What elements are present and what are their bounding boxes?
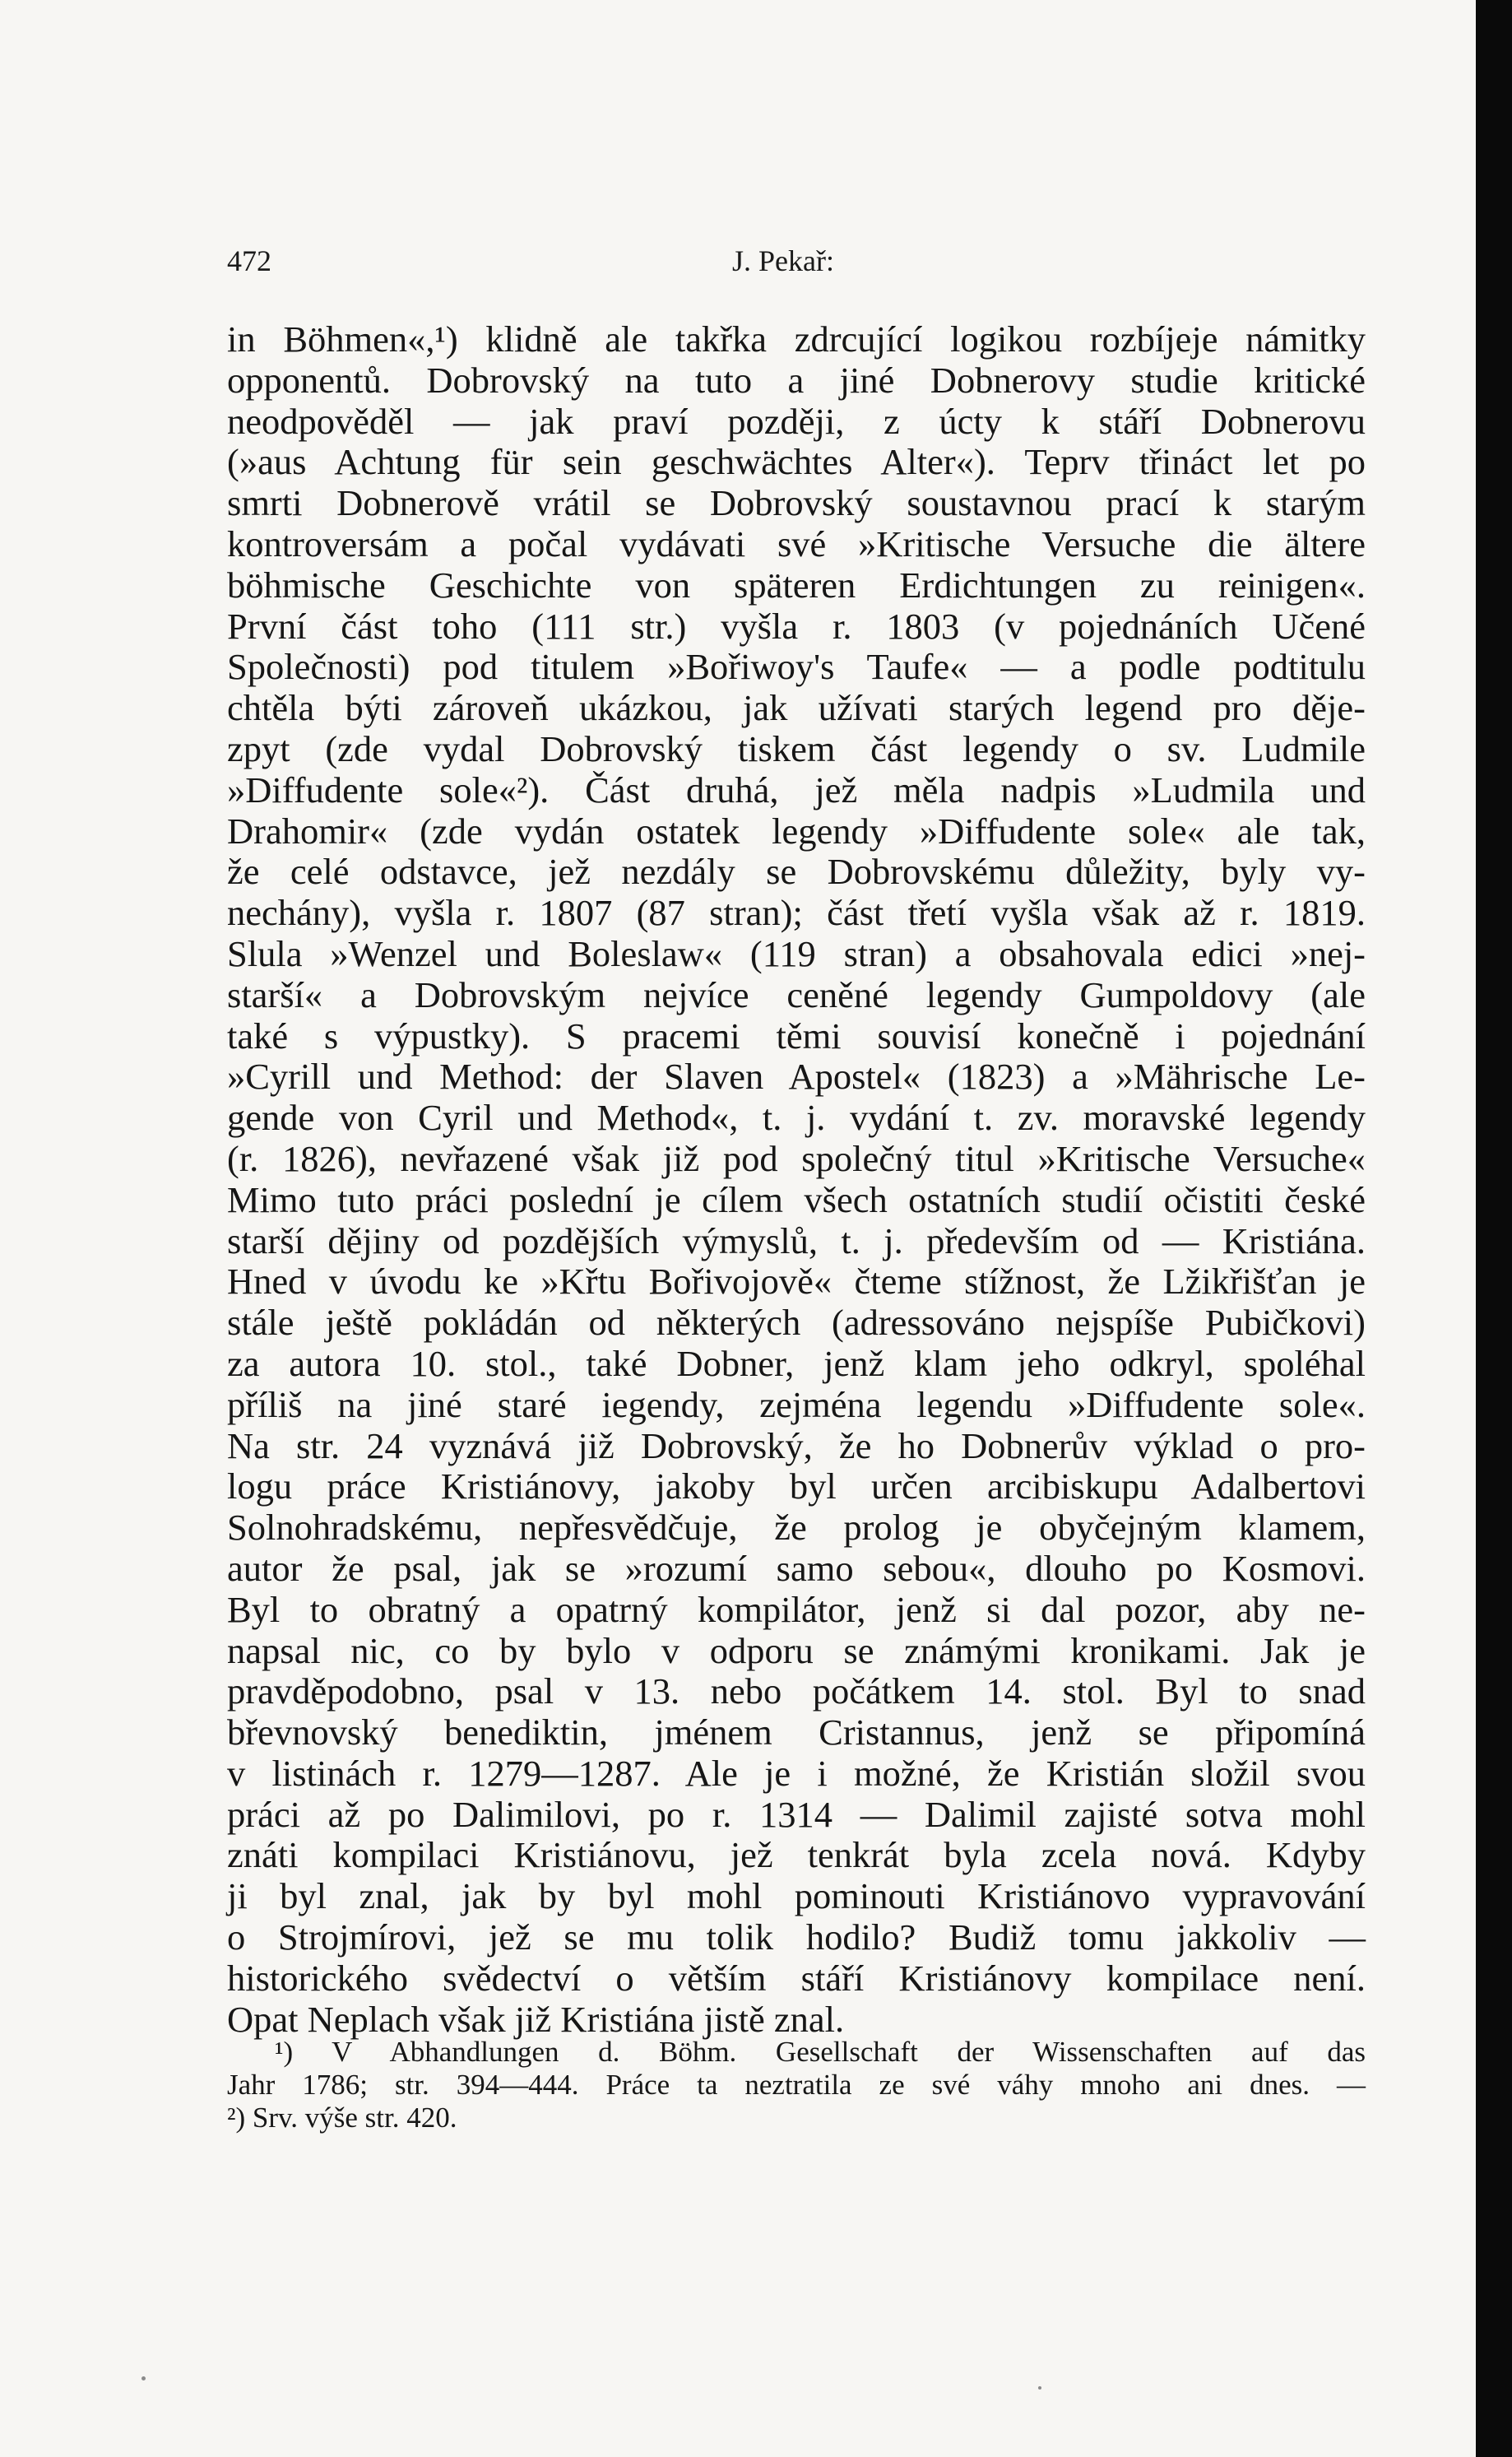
body-line: o Strojmírovi, jež se mu tolik hodilo? Budiž tomu jakkoliv — [227,1916,1366,1958]
running-head: J. Pekař: [732,244,834,277]
body-line: starší dějiny od pozdějších výmyslů, t. j. především od — Kristiána. [227,1219,1366,1261]
body-line: břevnovský benediktin, jménem Cristannus, jenž se připomíná [227,1712,1366,1753]
page-number: 472 [227,244,271,277]
body-line: za autora 10. stol., také Dobner, jenž klam jeho odkryl, spoléhal [227,1342,1366,1384]
body-line: napsal nic, co by bylo v odporu se známými kronikami. Jak je [227,1629,1366,1671]
body-line: (r. 1826), nevřazené však již pod společný titul »Kritische Versuche« [227,1137,1366,1179]
body-line: opponentů. Dobrovský na tuto a jiné Dobnerovy studie kritické [227,359,1366,401]
paper-speck [141,2376,146,2380]
footnote-line: Jahr 1786; str. 394—444. Práce ta neztratila ze své váhy mnoho ani dnes. — [227,2069,1366,2101]
body-line: zpyt (zde vydal Dobrovský tiskem část legendy o sv. Ludmile [227,727,1366,769]
body-line: kontroversám a počal vydávati své »Kritische Versuche die ältere [227,523,1366,564]
body-line: gende von Cyril und Method«, t. j. vydání t. zv. moravské legendy [227,1097,1366,1139]
body-line: autor že psal, jak se »rozumí samo sebou«, dlouho po Kosmovi. [227,1547,1366,1589]
body-line: v listinách r. 1279—1287. Ale je i možné, že Kristián složil svou [227,1752,1366,1794]
body-line: smrti Dobnerově vrátil se Dobrovský soustavnou prací k starým [227,482,1366,524]
footnote-line: ²) Srv. výše str. 420. [227,2102,457,2134]
body-line: Drahomir« (zde vydán ostatek legendy »Diffudente sole« ale tak, [227,810,1366,852]
body-line: böhmische Geschichte von späteren Erdichtungen zu reinigen«. [227,564,1366,606]
body-line: neodpověděl — jak praví později, z úcty k stáří Dobnerovu [227,400,1366,442]
footnote-line: ¹) V Abhandlungen d. Böhm. Gesellschaft der Wissenschaften auf das [275,2036,1366,2068]
body-line: pravděpodobno, psal v 13. nebo počátkem 14. stol. Byl to snad [227,1670,1366,1712]
body-line: Hned v úvodu ke »Křtu Bořivojově« čteme stížnost, že Lžikřišťan je [227,1261,1366,1303]
body-text [227,319,1366,2040]
scan-dark-edge [1476,0,1512,2457]
body-line: Na str. 24 vyznává již Dobrovský, že ho Dobnerův výklad o pro- [227,1424,1366,1466]
body-line: Solnohradskému, nepřesvědčuje, že prolog je obyčejným klamem, [227,1507,1366,1549]
body-line: znáti kompilaci Kristiánovu, jež tenkrát byla zcela nová. Kdyby [227,1834,1366,1876]
body-line: in Böhmen«,¹) klidně ale takřka zdrcující logikou rozbíjeje námitky [227,318,1366,360]
body-line: logu práce Kristiánovy, jakoby byl určen arcibiskupu Adalbertovi [227,1465,1366,1507]
body-line: stále ještě pokládán od některých (adressováno nejspíše Pubičkovi) [227,1302,1366,1344]
body-line: starší« a Dobrovským nejvíce ceněné legendy Gumpoldovy (ale [227,973,1366,1015]
body-line: nechány), vyšla r. 1807 (87 stran); část třetí vyšla však až r. 1819. [227,892,1366,934]
page-header [227,244,1362,285]
body-line: chtěla býti zároveň ukázkou, jak užívati starých legend pro děje- [227,687,1366,729]
footnotes [227,2036,1366,2134]
body-line: Mimo tuto práci poslední je cílem všech ostatních studií očistiti české [227,1178,1366,1220]
body-line: Společnosti) pod titulem »Bořiwoy's Taufe« — a podle podtitulu [227,646,1366,688]
body-line: »Diffudente sole«²). Část druhá, jež měla nadpis »Ludmila und [227,769,1366,810]
body-line: ji byl znal, jak by byl mohl pominouti Kristiánovo vypravování [227,1875,1366,1917]
body-line: příliš na jiné staré iegendy, zejména legendu »Diffudente sole«. [227,1383,1366,1425]
body-line: práci až po Dalimilovi, po r. 1314 — Dalimil zajisté sotva mohl [227,1793,1366,1835]
body-line: První část toho (111 str.) vyšla r. 1803 (v pojednáních Učené [227,605,1366,647]
body-line: Opat Neplach však již Kristiána jistě znal. [227,1998,845,2040]
body-line: Slula »Wenzel und Boleslaw« (119 stran) a obsahovala edici »nej- [227,932,1366,974]
paper-speck [1038,2386,1041,2390]
body-line: také s výpustky). S pracemi těmi souvisí konečně i pojednání [227,1015,1366,1057]
body-line: historického svědectví o větším stáří Kristiánovy kompilace není. [227,1957,1366,1999]
body-line: že celé odstavce, jež nezdály se Dobrovskému důležity, byly vy- [227,851,1366,893]
body-line: »Cyrill und Method: der Slaven Apostel« (1823) a »Mährische Le- [227,1056,1366,1098]
body-line: (»aus Achtung für sein geschwächtes Alter«). Teprv třináct let po [227,441,1366,483]
body-line: Byl to obratný a opatrný kompilátor, jenž si dal pozor, aby ne- [227,1588,1366,1630]
